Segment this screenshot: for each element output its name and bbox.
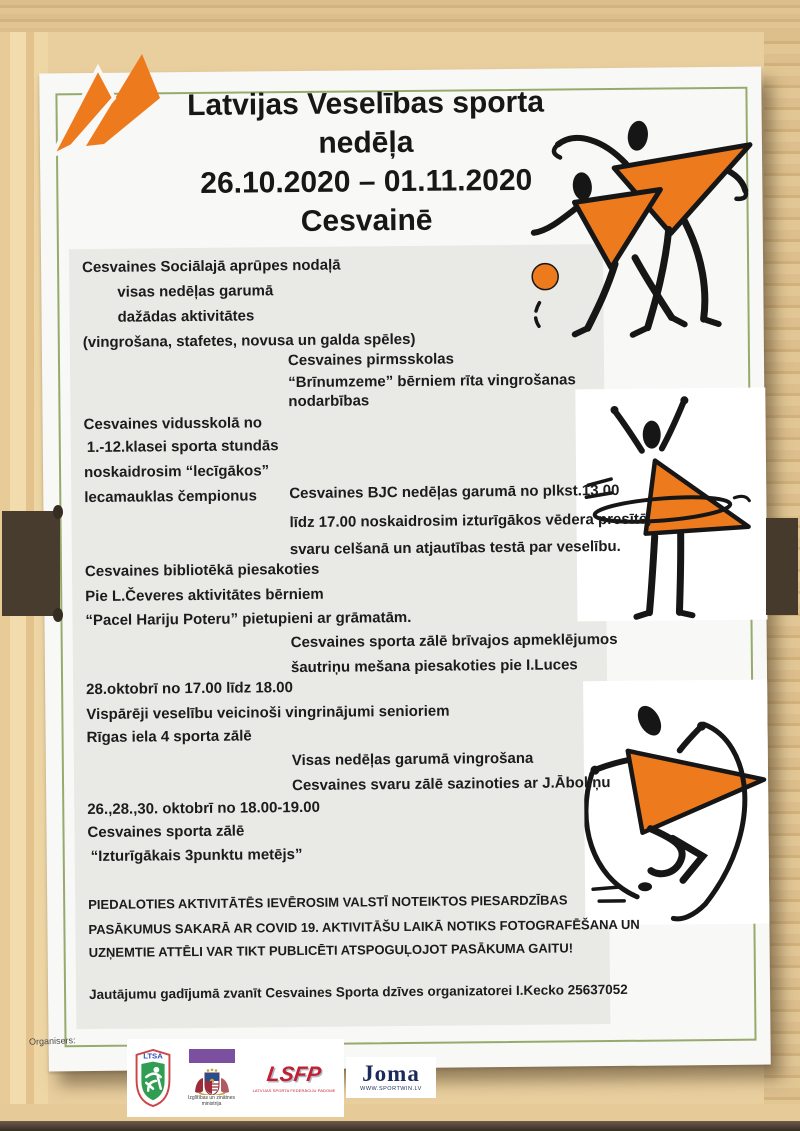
poster-text-line: (vingrošana, stafetes, novusa un galda spēles) xyxy=(82,330,416,352)
ltsa-label: LTSA xyxy=(143,1051,163,1061)
poster-text-line: Cesvaines BJC nedēļas garumā no plkst.13.00 xyxy=(289,481,620,503)
poster-text-line: līdz 17.00 noskaidrosim izturīgākos vēdera presītē, xyxy=(289,510,652,532)
brand-arrows-icon xyxy=(52,52,164,164)
organisers-label: Organisers: xyxy=(28,1035,76,1047)
poster-text-line: “Brīnumzeme” bērniem rīta vingrošanas xyxy=(288,371,576,392)
jump-rope-figure-box xyxy=(583,680,769,926)
joma-label: Joma xyxy=(362,1061,420,1086)
poster-text-line: šautriņu mešana piesakoties pie I.Luces xyxy=(290,656,578,677)
wood-edge-shadow xyxy=(0,1121,800,1131)
poster-text-line: Vispārēji veselību veicinoši vingrinājumi senioriem xyxy=(86,702,450,724)
poster-paper xyxy=(39,67,771,1072)
poster-text-line: 28.oktobrī no 17.00 līdz 18.00 xyxy=(86,679,293,699)
poster-text-line: dažādas aktivitātes xyxy=(117,307,255,326)
poster-text-line: Cesvaines sporta zālē xyxy=(87,822,245,842)
lsfp-label: LSFP xyxy=(265,1062,323,1086)
poster-text-line: noskaidrosim “lecīgākos” xyxy=(83,462,270,482)
poster-text-line: Rīgas iela 4 sporta zālē xyxy=(86,727,252,747)
joma-caption: WWW.SPORTWIN.LV xyxy=(360,1086,422,1092)
title-line: Latvijas Veselības sporta xyxy=(186,85,545,123)
joma-logo xyxy=(346,1057,436,1098)
poster-text-line: lecamauklas čempionus xyxy=(84,487,257,507)
poster-text-line: Pie L.Čeveres aktivitātes bērniem xyxy=(85,585,324,606)
poster-text-line: Cesvaines pirmsskolas xyxy=(287,350,455,370)
poster-text-line: visas nedēļas garumā xyxy=(117,282,274,301)
poster-title xyxy=(85,82,646,243)
title-line: 26.10.2020 – 01.11.2020 xyxy=(200,163,533,200)
ltsa-logo xyxy=(134,1049,172,1107)
poster-text-line: Cesvaines svaru zālē sazinoties ar J.Āboliņu xyxy=(291,774,611,795)
jump-rope-figure-icon xyxy=(583,680,769,926)
ltsa-shield-icon xyxy=(134,1049,172,1107)
ministry-purple-bar xyxy=(189,1049,235,1063)
poster-text-line: 26.,28.,30. oktobrī no 18.00-19.00 xyxy=(87,798,320,819)
poster-text-line: svaru celšanā un atjautības testā par veselību. xyxy=(289,537,621,559)
right-strap xyxy=(766,518,798,615)
poster-text-line: Cesvaines sporta zālē brīvajos apmeklējumos xyxy=(290,630,618,652)
left-strap xyxy=(2,511,60,616)
title-line: nedēļa xyxy=(318,125,414,160)
contact-line: Jautājumu gadījumā zvanīt Cesvaines Sporta dzīves organizatorei I.Kecko 25637052 xyxy=(88,981,628,1003)
title-line: Cesvainē xyxy=(300,203,433,238)
poster-text-line: Cesvaines vidusskolā no xyxy=(83,414,263,434)
hula-figure-box xyxy=(575,388,767,622)
poster-text-line: nodarbības xyxy=(288,392,370,411)
poster-text-line: “Pacel Hariju Poteru” pietupieni ar grāmatām. xyxy=(85,608,412,630)
wood-background-top xyxy=(0,0,800,32)
poster-text-line: “Izturīgākais 3punktu metējs” xyxy=(90,845,303,866)
hula-hoop-figure-icon xyxy=(575,388,767,622)
poster-text-line: Cesvaines bibliotēkā piesakoties xyxy=(84,560,320,581)
footer-logos xyxy=(127,1039,344,1117)
covid-notice-line: UZŅEMTIE ATTĒLI VAR TIKT PUBLICĒTI ATSPOGUĻOJOT PASĀKUMA GAITU! xyxy=(88,940,574,961)
covid-notice-line: PIEDALOTIES AKTIVITĀTĒS IEVĒROSIM VALSTĪ NOTEIKTOS PIESARDZĪBAS xyxy=(88,892,568,913)
ministry-caption: ministrija xyxy=(201,1101,222,1107)
ministry-logo xyxy=(183,1049,241,1107)
poster-text-line: 1.-12.klasei sporta stundās xyxy=(86,437,279,457)
lsfp-caption: LATVIJAS SPORTA FEDERĀCIJU PADOME xyxy=(252,1087,336,1093)
poster-text-line: Cesvaines Sociālajā aprūpes nodaļā xyxy=(82,256,341,277)
poster-text-line: Visas nedēļas garumā vingrošana xyxy=(291,749,534,770)
covid-notice-line: PASĀKUMUS SAKARĀ AR COVID 19. AKTIVITĀŠU LAIKĀ NOTIKS FOTOGRAFĒŠANA UN xyxy=(88,916,640,938)
ministry-caption: Izglītības un zinātnes xyxy=(188,1095,235,1101)
lsfp-logo xyxy=(251,1064,337,1093)
coat-of-arms-icon xyxy=(191,1068,233,1095)
